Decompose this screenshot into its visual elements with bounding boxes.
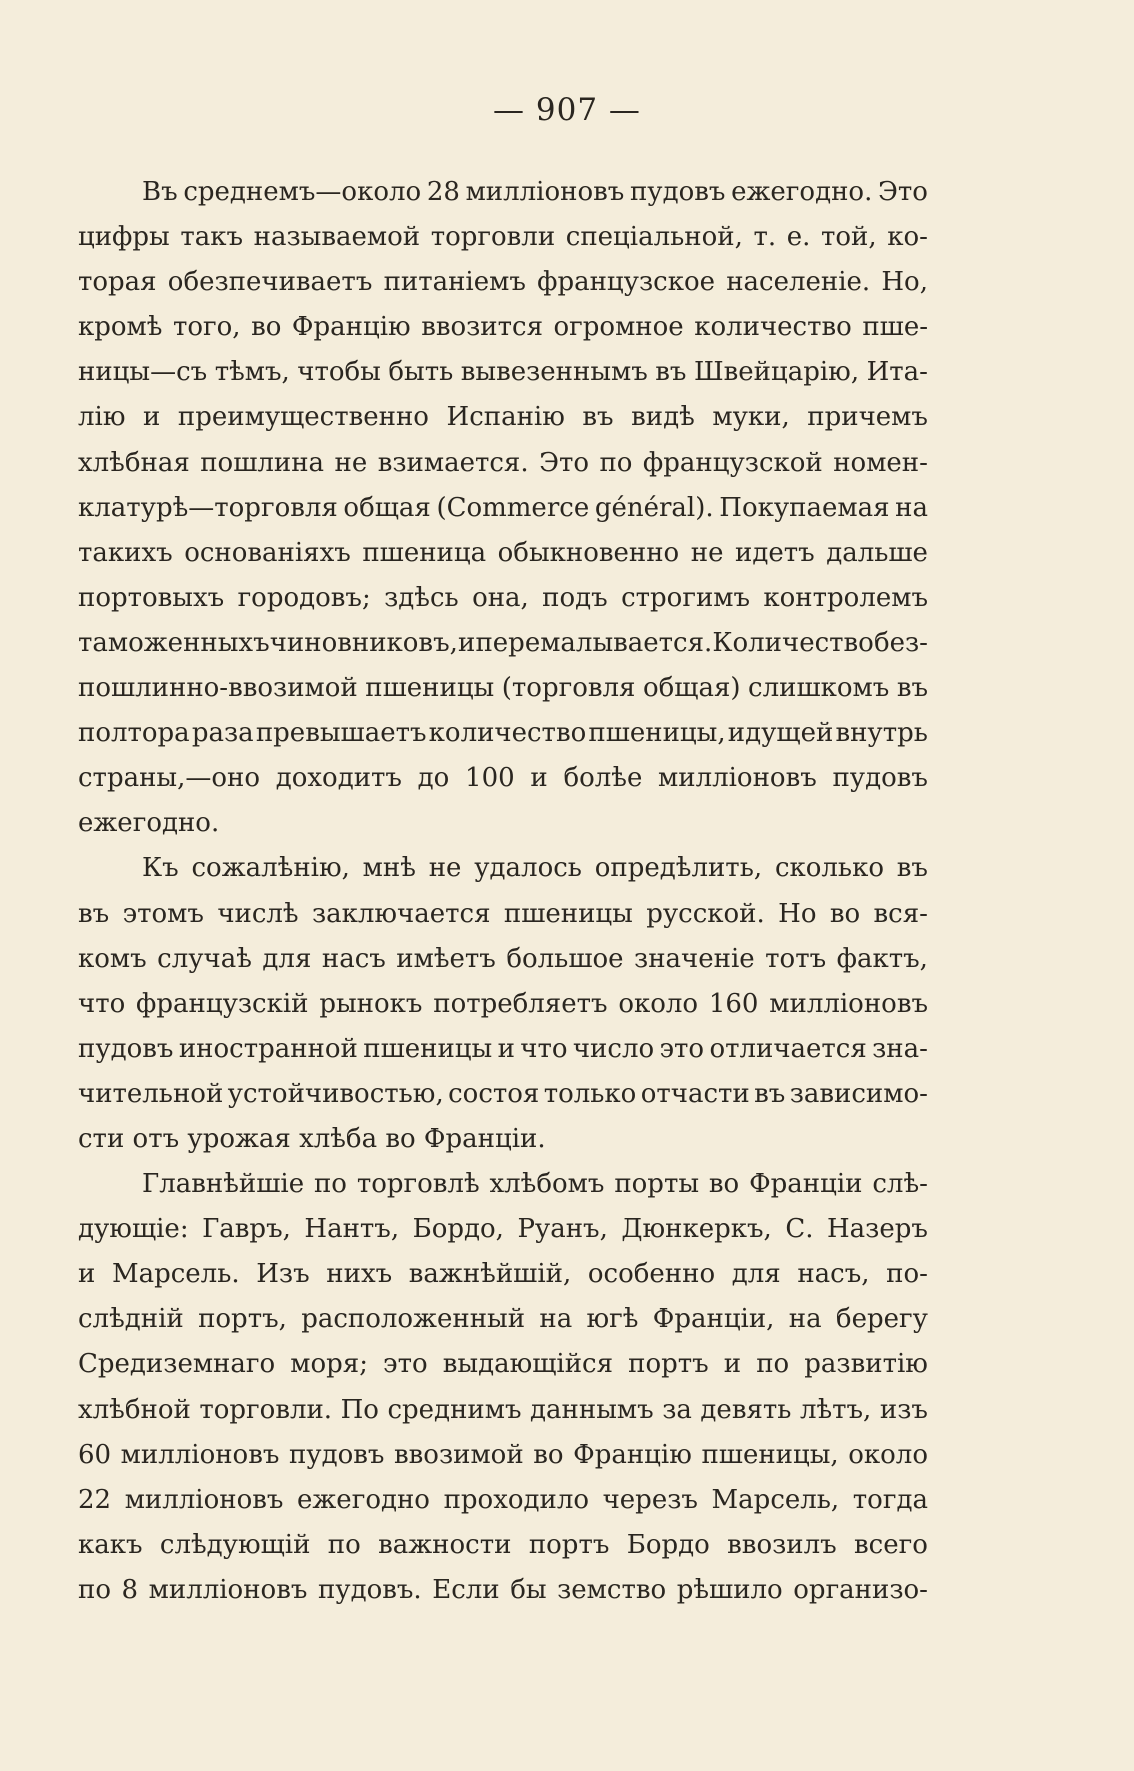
- word: рынокъ: [319, 988, 423, 1019]
- word: не: [428, 853, 462, 884]
- word: идетъ: [735, 537, 815, 568]
- word: въ: [896, 853, 928, 884]
- word: преимущественно: [177, 402, 429, 433]
- word: комъ: [78, 943, 147, 974]
- word: сколько: [774, 853, 884, 884]
- word: большое: [506, 943, 624, 974]
- word: Дюнкеркъ,: [621, 1214, 772, 1245]
- word: Назеръ: [827, 1214, 928, 1245]
- text-line: [78, 1568, 928, 1613]
- word: среднимъ: [387, 1394, 522, 1425]
- word: идущей: [727, 718, 834, 749]
- word: слѣдующій: [159, 1529, 311, 1560]
- text-line: [78, 937, 928, 982]
- word: портъ,: [198, 1304, 287, 1335]
- word: отчасти: [640, 1078, 750, 1109]
- word: на: [539, 1304, 573, 1335]
- word: (торговля: [501, 673, 636, 704]
- word: во: [533, 1439, 564, 1470]
- word: въ: [655, 357, 687, 388]
- word: Франціи: [749, 1169, 863, 1200]
- text-line: [78, 260, 928, 305]
- word: 22: [78, 1484, 112, 1515]
- word: ницы—съ: [78, 357, 208, 388]
- word: въ: [582, 402, 614, 433]
- word: устойчивостью,: [227, 1078, 444, 1109]
- word: 28: [426, 177, 460, 207]
- word: строгимъ: [621, 582, 751, 613]
- word: насъ,: [797, 1259, 870, 1290]
- word: берегу: [835, 1304, 928, 1335]
- word: основаніяхъ: [184, 537, 351, 568]
- word: е.: [786, 222, 811, 253]
- word: сти: [78, 1123, 133, 1154]
- word: что: [520, 1033, 568, 1064]
- text-line: [78, 756, 928, 801]
- word: Гавръ,: [202, 1214, 291, 1245]
- word: такъ: [180, 222, 244, 253]
- word: урожая: [187, 1123, 300, 1154]
- word: спеціальной,: [565, 222, 743, 253]
- word: портовыхъ: [78, 582, 225, 613]
- word: иностранной: [178, 1033, 358, 1064]
- text-line: [78, 1388, 928, 1433]
- word: пшеницы,: [701, 1439, 839, 1470]
- word: портъ: [528, 1529, 610, 1560]
- word: обезпечиваетъ: [167, 267, 373, 298]
- word: въ: [754, 1078, 786, 1109]
- word: милліоновъ: [124, 1484, 284, 1515]
- word: милліоновъ: [120, 1439, 280, 1470]
- word: зависимо-: [789, 1078, 928, 1109]
- word: Франціи,: [652, 1304, 775, 1335]
- word: французской: [642, 447, 823, 478]
- word: пошлина: [200, 447, 325, 478]
- word: пошлинно-ввозимой: [78, 673, 358, 704]
- word: пшеницы,: [588, 718, 726, 749]
- word: земство: [557, 1574, 667, 1605]
- word: во: [829, 898, 861, 929]
- word: ежегодно.: [78, 808, 220, 839]
- word: ежегодно.: [731, 177, 873, 207]
- word: имѣетъ: [396, 943, 496, 974]
- word: это: [659, 1033, 705, 1064]
- word: число: [572, 1033, 655, 1064]
- word: русской.: [646, 898, 765, 929]
- word: ко-: [887, 222, 928, 253]
- text-line: [78, 801, 928, 846]
- word: по: [78, 1574, 111, 1605]
- word: подъ: [542, 582, 608, 613]
- word: Швейцарію,: [693, 357, 860, 388]
- word: милліоновъ: [465, 177, 625, 207]
- text-line: [78, 1478, 928, 1523]
- word: Руанъ,: [517, 1214, 608, 1245]
- word: на: [895, 492, 928, 523]
- word: 60: [78, 1439, 112, 1470]
- word: général).: [594, 492, 714, 523]
- word: 100: [465, 763, 515, 794]
- word: кромѣ: [78, 312, 163, 343]
- word: опредѣлить,: [594, 853, 763, 884]
- text-line: [78, 1342, 928, 1387]
- word: пшеницы: [503, 898, 633, 929]
- word: быть: [388, 357, 454, 388]
- word: муки,: [712, 402, 790, 433]
- word: Главнѣйшіе: [142, 1169, 305, 1200]
- word: Но,: [881, 267, 928, 298]
- word: общая: [343, 492, 431, 523]
- word: организо-: [793, 1574, 928, 1605]
- word: рѣшило: [676, 1574, 783, 1605]
- text-line: [78, 892, 928, 937]
- word: случаѣ: [157, 943, 252, 974]
- text-line: [78, 1207, 928, 1252]
- word: ввозилъ: [727, 1529, 837, 1560]
- text-line: [78, 395, 928, 440]
- word: торговлѣ: [356, 1169, 480, 1200]
- word: контролемъ: [763, 582, 928, 613]
- word: Испанію: [446, 402, 565, 433]
- word: называемой: [253, 222, 421, 253]
- word: вывезеннымъ: [460, 357, 648, 388]
- word: Это: [878, 177, 928, 207]
- word: даннымъ: [530, 1394, 654, 1425]
- word: Марсель,: [711, 1484, 840, 1515]
- word: отъ: [132, 1123, 188, 1154]
- word: для: [262, 943, 312, 974]
- word: дальше: [826, 537, 928, 568]
- word: Франціи.: [423, 1123, 546, 1154]
- text-line: [78, 1027, 928, 1072]
- word: какъ: [78, 1529, 143, 1560]
- word: состоя: [448, 1078, 540, 1109]
- word: пудовъ: [288, 1439, 385, 1470]
- word: этомъ: [122, 898, 204, 929]
- word: Нантъ,: [304, 1214, 400, 1245]
- word: проходило: [443, 1484, 590, 1515]
- word: Марсель.: [111, 1259, 240, 1290]
- word: номен-: [833, 447, 928, 478]
- word: числѣ: [217, 898, 299, 929]
- text-line: [78, 1117, 928, 1162]
- text-line: [78, 846, 928, 891]
- text-line: [78, 305, 928, 350]
- word: таможенныхъ: [78, 627, 270, 658]
- word: Это: [539, 447, 589, 478]
- word: по: [327, 1529, 361, 1560]
- text-line: [78, 1523, 928, 1568]
- word: во: [385, 1123, 424, 1154]
- word: питаніемъ: [383, 267, 526, 298]
- word: без-: [873, 627, 928, 658]
- word: 8: [121, 1574, 139, 1605]
- word: чиновниковъ,: [269, 627, 458, 658]
- word: чтобы: [297, 357, 381, 388]
- word: количество: [694, 312, 852, 343]
- word: торговли.: [199, 1394, 333, 1425]
- word: чительной: [78, 1078, 224, 1109]
- text-line: [78, 1297, 928, 1342]
- word: Бордо,: [412, 1214, 504, 1245]
- word: на: [788, 1304, 822, 1335]
- word: удалось: [474, 853, 582, 884]
- word: не: [334, 447, 368, 478]
- word: фактъ,: [836, 943, 928, 974]
- word: хлѣбной: [78, 1394, 191, 1425]
- word: милліоновъ: [658, 763, 817, 794]
- word: бы: [510, 1574, 547, 1605]
- word: особенно: [587, 1259, 716, 1290]
- word: слишкомъ: [748, 673, 890, 704]
- text-line: [78, 666, 928, 711]
- word: ежегодно: [297, 1484, 430, 1515]
- word: значеніе: [634, 943, 755, 974]
- word: доходитъ: [275, 763, 402, 794]
- word: По: [340, 1394, 379, 1425]
- word: количество: [428, 718, 587, 749]
- word: населеніе.: [726, 267, 871, 298]
- text-line: [78, 1433, 928, 1478]
- word: важности: [378, 1529, 512, 1560]
- word: Бордо: [626, 1529, 710, 1560]
- word: во: [251, 312, 282, 343]
- word: пудовъ: [629, 177, 726, 207]
- word: всего: [854, 1529, 928, 1560]
- word: въ: [896, 673, 928, 704]
- word: по: [313, 1169, 347, 1200]
- word: пшеницы: [363, 1033, 493, 1064]
- word: и: [78, 1259, 96, 1290]
- page-number: — 907 —: [493, 92, 641, 128]
- word: Средиземнаго: [78, 1349, 276, 1380]
- word: обыкновенно: [497, 537, 680, 568]
- body-text: [78, 170, 928, 1613]
- word: французское: [537, 267, 715, 298]
- word: вся-: [873, 898, 928, 929]
- word: болѣе: [563, 763, 643, 794]
- word: заключается: [311, 898, 491, 929]
- word: дующіе:: [78, 1214, 189, 1245]
- word: и: [723, 1349, 742, 1380]
- word: хлѣбомъ: [489, 1169, 605, 1200]
- word: во: [708, 1169, 740, 1200]
- word: это: [383, 1349, 428, 1380]
- word: и: [143, 402, 161, 433]
- word: С.: [785, 1214, 814, 1245]
- text-line: [78, 170, 928, 215]
- word: за: [662, 1394, 692, 1425]
- word: около: [618, 988, 699, 1019]
- word: девять: [700, 1394, 792, 1425]
- word: по: [756, 1349, 790, 1380]
- word: ввозимой: [394, 1439, 524, 1470]
- word: Покупаемая: [719, 492, 890, 523]
- word: Въ: [142, 177, 178, 207]
- text-line: [78, 215, 928, 260]
- word: огромное: [553, 312, 684, 343]
- word: около: [848, 1439, 928, 1470]
- word: Если: [432, 1574, 500, 1605]
- word: пшеница: [362, 537, 487, 568]
- word: превышаетъ: [255, 718, 427, 749]
- word: для: [731, 1259, 781, 1290]
- word: нихъ: [326, 1259, 393, 1290]
- text-line: [78, 1162, 928, 1207]
- word: милліоновъ: [769, 988, 928, 1019]
- word: важнѣйшій,: [408, 1259, 572, 1290]
- word: развитію: [804, 1349, 928, 1380]
- word: здѣсь: [384, 582, 459, 613]
- word: 160: [708, 988, 759, 1019]
- word: отличается: [709, 1033, 867, 1064]
- word: югѣ: [586, 1304, 639, 1335]
- text-line: [78, 441, 928, 486]
- word: лѣтъ,: [799, 1394, 872, 1425]
- word: страны,—оно: [78, 763, 261, 794]
- word: цифры: [78, 222, 170, 253]
- word: изъ: [879, 1394, 928, 1425]
- text-line: [78, 621, 928, 666]
- word: сожалѣнію,: [191, 853, 350, 884]
- word: слѣдній: [78, 1304, 184, 1335]
- word: порты: [614, 1169, 700, 1200]
- text-line: [78, 486, 928, 531]
- word: французскій: [136, 988, 309, 1019]
- word: и: [530, 763, 548, 794]
- word: и: [497, 1033, 515, 1064]
- word: пудовъ.: [317, 1574, 422, 1605]
- word: моря;: [290, 1349, 368, 1380]
- word: среднемъ—около: [183, 177, 422, 207]
- word: пше-: [862, 312, 928, 343]
- word: мнѣ: [362, 853, 416, 884]
- word: и: [458, 627, 476, 658]
- word: Изъ: [256, 1259, 310, 1290]
- word: т.: [753, 222, 777, 253]
- word: того,: [172, 312, 241, 343]
- word: Къ: [142, 853, 179, 884]
- word: она,: [472, 582, 529, 613]
- word: полтора: [78, 718, 190, 749]
- word: Но: [778, 898, 817, 929]
- word: лію: [78, 402, 126, 433]
- word: по-: [886, 1259, 928, 1290]
- word: расположенный: [301, 1304, 526, 1335]
- word: пшеницы: [365, 673, 495, 704]
- word: Ита-: [866, 357, 928, 388]
- word: Количество: [712, 627, 874, 658]
- word: зна-: [872, 1033, 928, 1064]
- word: торговли: [430, 222, 556, 253]
- word: внутрь: [835, 718, 928, 749]
- word: что: [78, 988, 126, 1019]
- word: Францію: [291, 312, 411, 343]
- word: перемалывается.: [475, 627, 713, 658]
- word: пудовъ: [832, 763, 928, 794]
- text-line: [78, 711, 928, 756]
- word: взимается.: [377, 447, 529, 478]
- word: черезъ: [602, 1484, 698, 1515]
- word: торая: [78, 267, 157, 298]
- word: такихъ: [78, 537, 173, 568]
- word: ввозится: [421, 312, 543, 343]
- word: не: [690, 537, 724, 568]
- word: (Commerce: [436, 492, 590, 523]
- word: тѣмъ,: [214, 357, 290, 388]
- text-line: [78, 1072, 928, 1117]
- text-line: [78, 576, 928, 621]
- word: тотъ: [765, 943, 827, 974]
- word: по: [599, 447, 633, 478]
- word: выдающійся: [442, 1349, 614, 1380]
- text-line: [78, 350, 928, 395]
- word: видѣ: [631, 402, 695, 433]
- text-line: [78, 531, 928, 576]
- word: общая): [642, 673, 741, 704]
- word: причемъ: [807, 402, 928, 433]
- text-line: [78, 1252, 928, 1297]
- word: только: [543, 1078, 637, 1109]
- word: до: [417, 763, 450, 794]
- word: раза: [191, 718, 254, 749]
- word: потребляетъ: [433, 988, 608, 1019]
- word: Францію: [573, 1439, 692, 1470]
- word: милліоновъ: [148, 1574, 308, 1605]
- word: тогда: [852, 1484, 928, 1515]
- word: той,: [820, 222, 877, 253]
- word: клатурѣ—торговля: [78, 492, 338, 523]
- word: городовъ;: [237, 582, 371, 613]
- word: слѣ-: [872, 1169, 928, 1200]
- word: пудовъ: [78, 1033, 174, 1064]
- text-line: [78, 982, 928, 1027]
- word: въ: [78, 898, 110, 929]
- word: хлѣба: [299, 1123, 386, 1154]
- word: хлѣбная: [78, 447, 190, 478]
- word: портъ: [628, 1349, 709, 1380]
- word: насъ: [321, 943, 386, 974]
